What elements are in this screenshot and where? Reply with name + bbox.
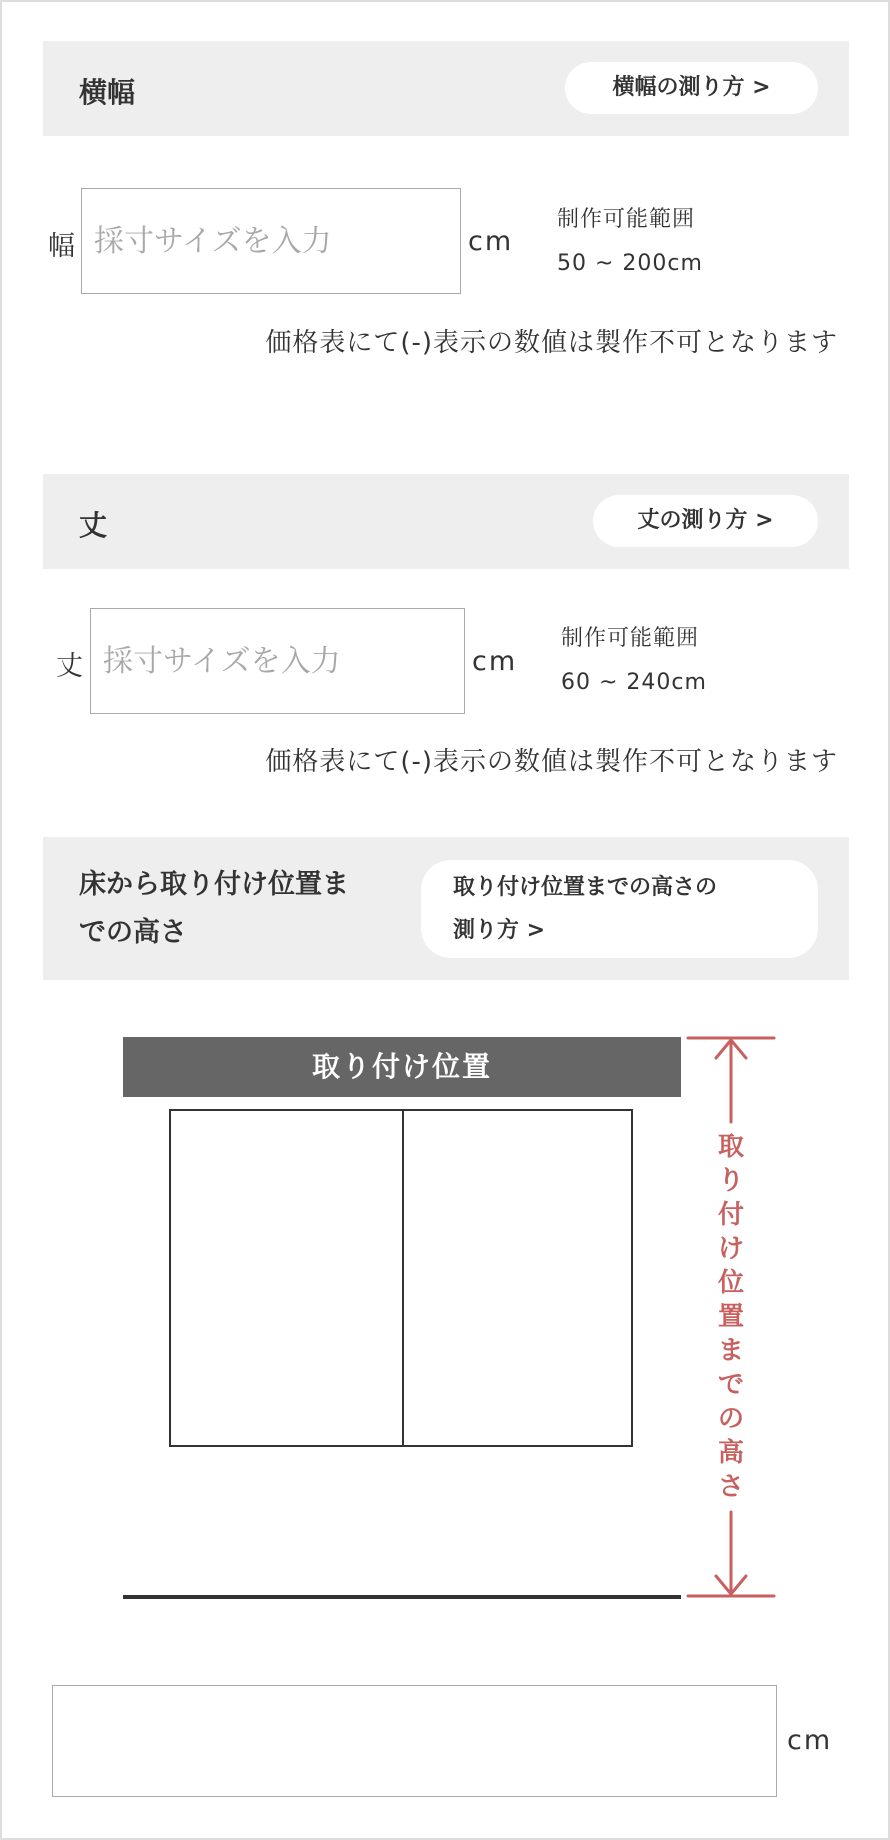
window-diagram xyxy=(169,1109,633,1447)
width-section-title: 横幅 xyxy=(79,76,136,109)
width-section-header xyxy=(43,41,849,136)
vertical-label-char: 付 xyxy=(717,1200,744,1230)
height-section-title xyxy=(79,861,349,957)
length-range-value: 60 ~ 240cm xyxy=(561,670,707,695)
vertical-label-char: で xyxy=(717,1370,744,1400)
height-input[interactable] xyxy=(52,1685,777,1797)
window-divider xyxy=(402,1111,404,1445)
length-unit: cm xyxy=(472,646,518,677)
length-howto-button[interactable] xyxy=(593,495,818,547)
height-section-header xyxy=(43,837,849,980)
width-range-title: 制作可能範囲 xyxy=(557,207,696,232)
length-section-header xyxy=(43,474,849,569)
height-howto-line1: 取り付け位置までの高さの xyxy=(453,875,718,900)
length-howto-label: 丈の測り方 > xyxy=(637,508,774,533)
width-range-value: 50 ~ 200cm xyxy=(557,251,703,276)
vertical-label-char: 置 xyxy=(717,1302,744,1332)
vertical-label-char: の xyxy=(717,1404,744,1434)
width-unit: cm xyxy=(468,226,514,257)
length-range-title: 制作可能範囲 xyxy=(561,626,700,651)
width-input[interactable] xyxy=(81,188,461,294)
vertical-label-char: り xyxy=(717,1166,744,1196)
width-field-label: 幅 xyxy=(48,231,75,262)
vertical-label-char: 取 xyxy=(717,1132,744,1162)
vertical-label-char: 位 xyxy=(717,1268,744,1298)
vertical-label-char: 高 xyxy=(717,1438,744,1468)
length-range xyxy=(561,617,707,705)
length-field-label: 丈 xyxy=(56,651,83,682)
width-range xyxy=(557,198,703,286)
length-input[interactable] xyxy=(90,608,465,714)
height-title-line1: 床から取り付け位置ま xyxy=(79,869,349,900)
width-note: 価格表にて(-)表示の数値は製作不可となります xyxy=(265,328,838,358)
width-howto-label: 横幅の測り方 > xyxy=(612,75,771,100)
length-section-title: 丈 xyxy=(79,509,108,542)
height-title-line2: での高さ xyxy=(79,917,187,948)
mounting-position-bar: 取り付け位置 xyxy=(123,1037,681,1097)
height-howto-button[interactable] xyxy=(421,860,818,958)
height-howto-line2: 測り方 > xyxy=(453,918,546,943)
vertical-label-char: さ xyxy=(717,1472,744,1502)
height-unit: cm xyxy=(787,1725,833,1756)
width-howto-button[interactable] xyxy=(565,62,818,114)
floor-line xyxy=(123,1595,681,1599)
vertical-label-char: ま xyxy=(717,1336,744,1366)
height-vertical-label xyxy=(714,1130,748,1504)
length-note: 価格表にて(-)表示の数値は製作不可となります xyxy=(265,747,838,777)
vertical-label-char: け xyxy=(717,1234,744,1264)
